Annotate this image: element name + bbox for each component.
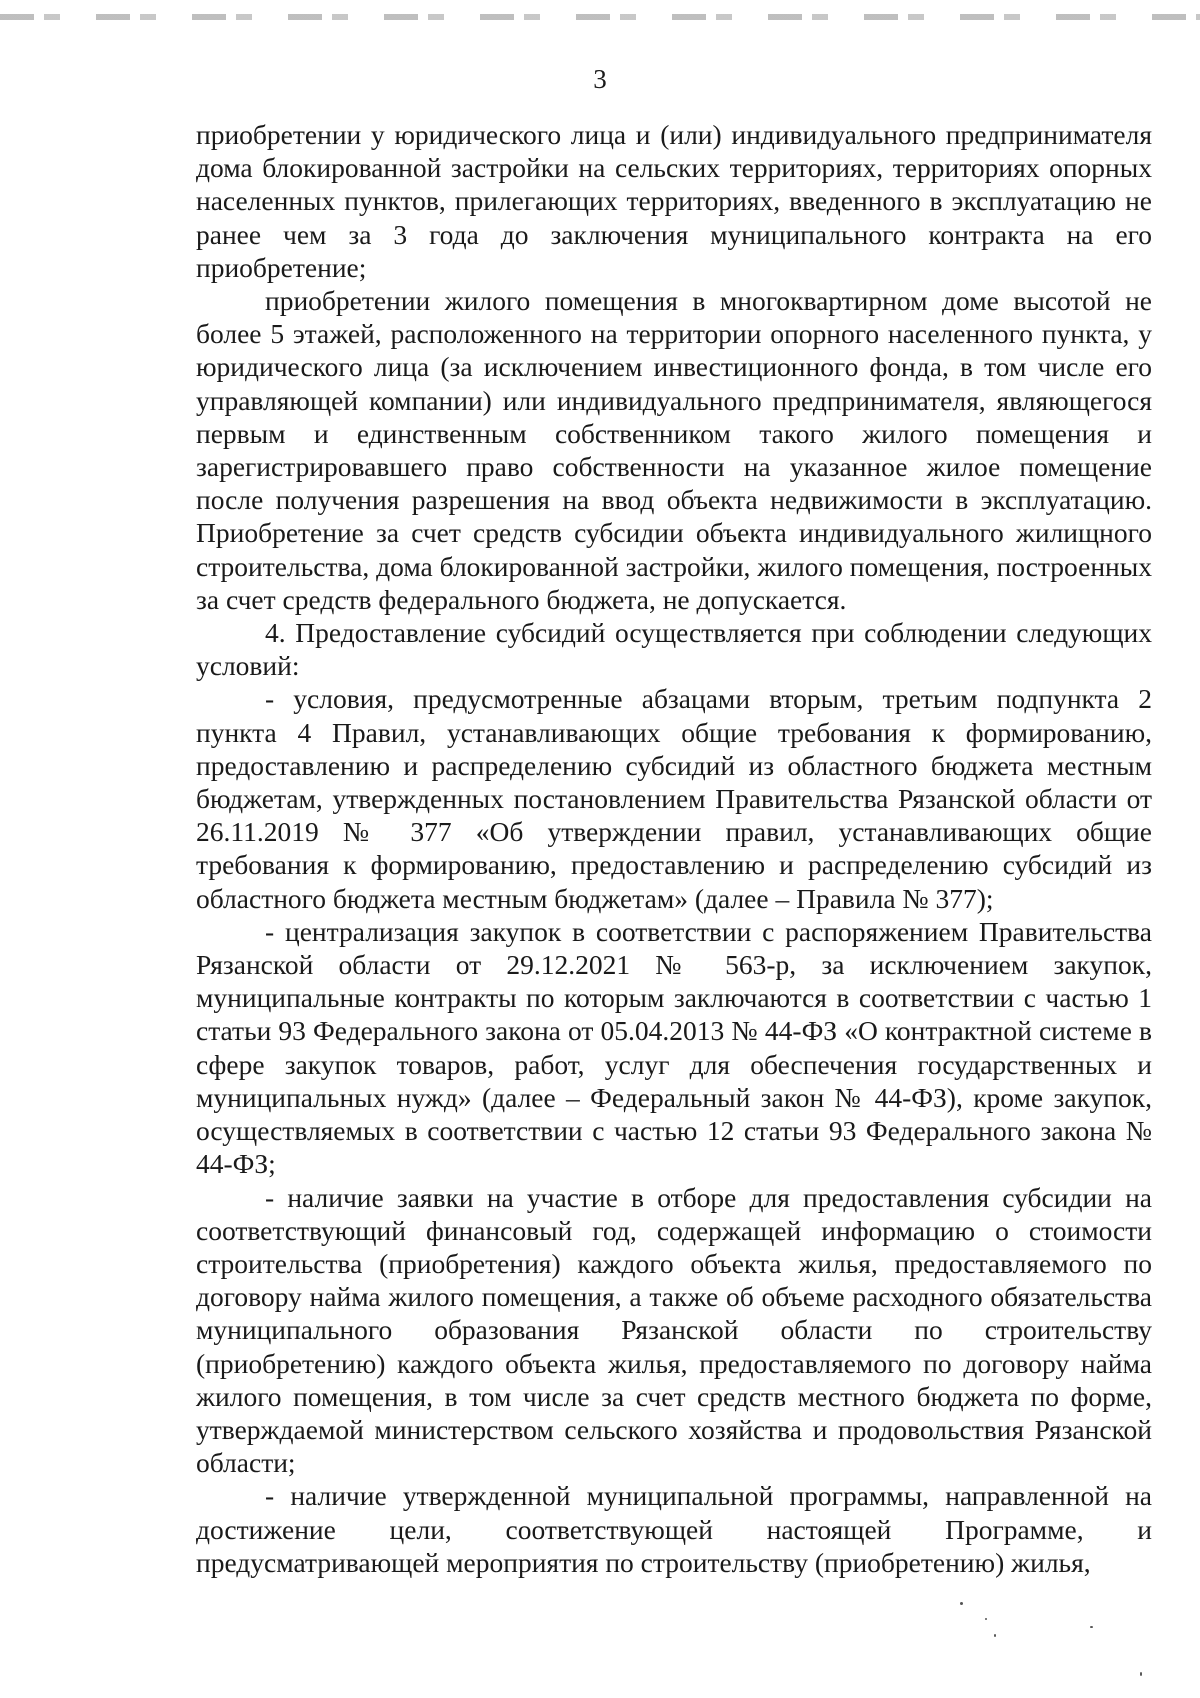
document-body <box>196 118 1152 1579</box>
paragraph-6: - наличие заявки на участие в отборе для предоставления субсидии на соответствующий финансовый год, содержащей информацию о стоимости строительства (приобретения) каждого объекта жилья, предоставляемого по договору найма жилого помещения, а также об объеме расходного обязательства муниципального образования Рязанской области по строительству (приобретению) каждого объекта жилья, предоставляемого по договору найма жилого помещения, в том числе за счет средств местного бюджета по форме, утверждаемой министерством сельского хозяйства и продовольствия Рязанской области; <box>196 1181 1152 1479</box>
paragraph-5: - централизация закупок в соответствии с распоряжением Правительства Рязанской области от 29.12.2021 № 563-р, за исключением закупок, муниципальные контракты по которым заключаются в соответствии с частью 1 статьи 93 Федерального закона от 05.04.2013 № 44-ФЗ «О контрактной системе в сфере закупок товаров, работ, услуг для обеспечения государственных и муниципальных нужд» (далее – Федеральный закон № 44-ФЗ), кроме закупок, осуществляемых в соответствии с частью 12 статьи 93 Федерального закона № 44-ФЗ; <box>196 915 1152 1180</box>
paragraph-3: 4. Предоставление субсидий осуществляется при соблюдении следующих условий: <box>196 617 1152 682</box>
page-number: 3 <box>593 64 607 94</box>
scan-speck <box>994 1634 996 1637</box>
scan-speck <box>985 1618 987 1620</box>
scan-speck <box>1140 1672 1142 1676</box>
paragraph-1: приобретении у юридического лица и (или) индивидуального предпринимателя дома блокированной застройки на сельских территориях, территориях опорных населенных пунктов, прилегающих территориях, введенного в эксплуатацию не ранее чем за 3 года до заключения муниципального контракта на его приобретение; <box>196 119 1152 283</box>
scan-edge-artifact <box>0 14 1200 20</box>
scan-speck <box>1090 1626 1093 1628</box>
scan-speck <box>960 1602 963 1605</box>
paragraph-2: приобретении жилого помещения в многоквартирном доме высотой не более 5 этажей, расположенного на территории опорного населенного пункта, у юридического лица (за исключением инвестиционного фонда, в том числе его управляющей компании) или индивидуального предпринимателя, являющегося первым и единственным собственником такого жилого помещения и зарегистрировавшего право собственности на указанное жилое помещение после получения разрешения на ввод объекта недвижимости в эксплуатацию. Приобретение за счет средств субсидии объекта индивидуального жилищного строительства, дома блокированной застройки, жилого помещения, построенных за счет средств федерального бюджета, не допускается. <box>196 285 1152 615</box>
paragraph-4: - условия, предусмотренные абзацами вторым, третьим подпункта 2 пункта 4 Правил, устанавливающих общие требования к формированию, предоставлению и распределению субсидий из областного бюджета местным бюджетам, утвержденных постановлением Правительства Рязанской области от 26.11.2019 № 377 «Об утверждении правил, устанавливающих общие требования к формированию, предоставлению и распределению субсидий из областного бюджета местным бюджетам» (далее – Правила № 377); <box>196 683 1152 914</box>
paragraph-7: - наличие утвержденной муниципальной программы, направленной на достижение цели, соответствующей настоящей Программе, и предусматривающей мероприятия по строительству (приобретению) жилья, <box>196 1480 1152 1578</box>
